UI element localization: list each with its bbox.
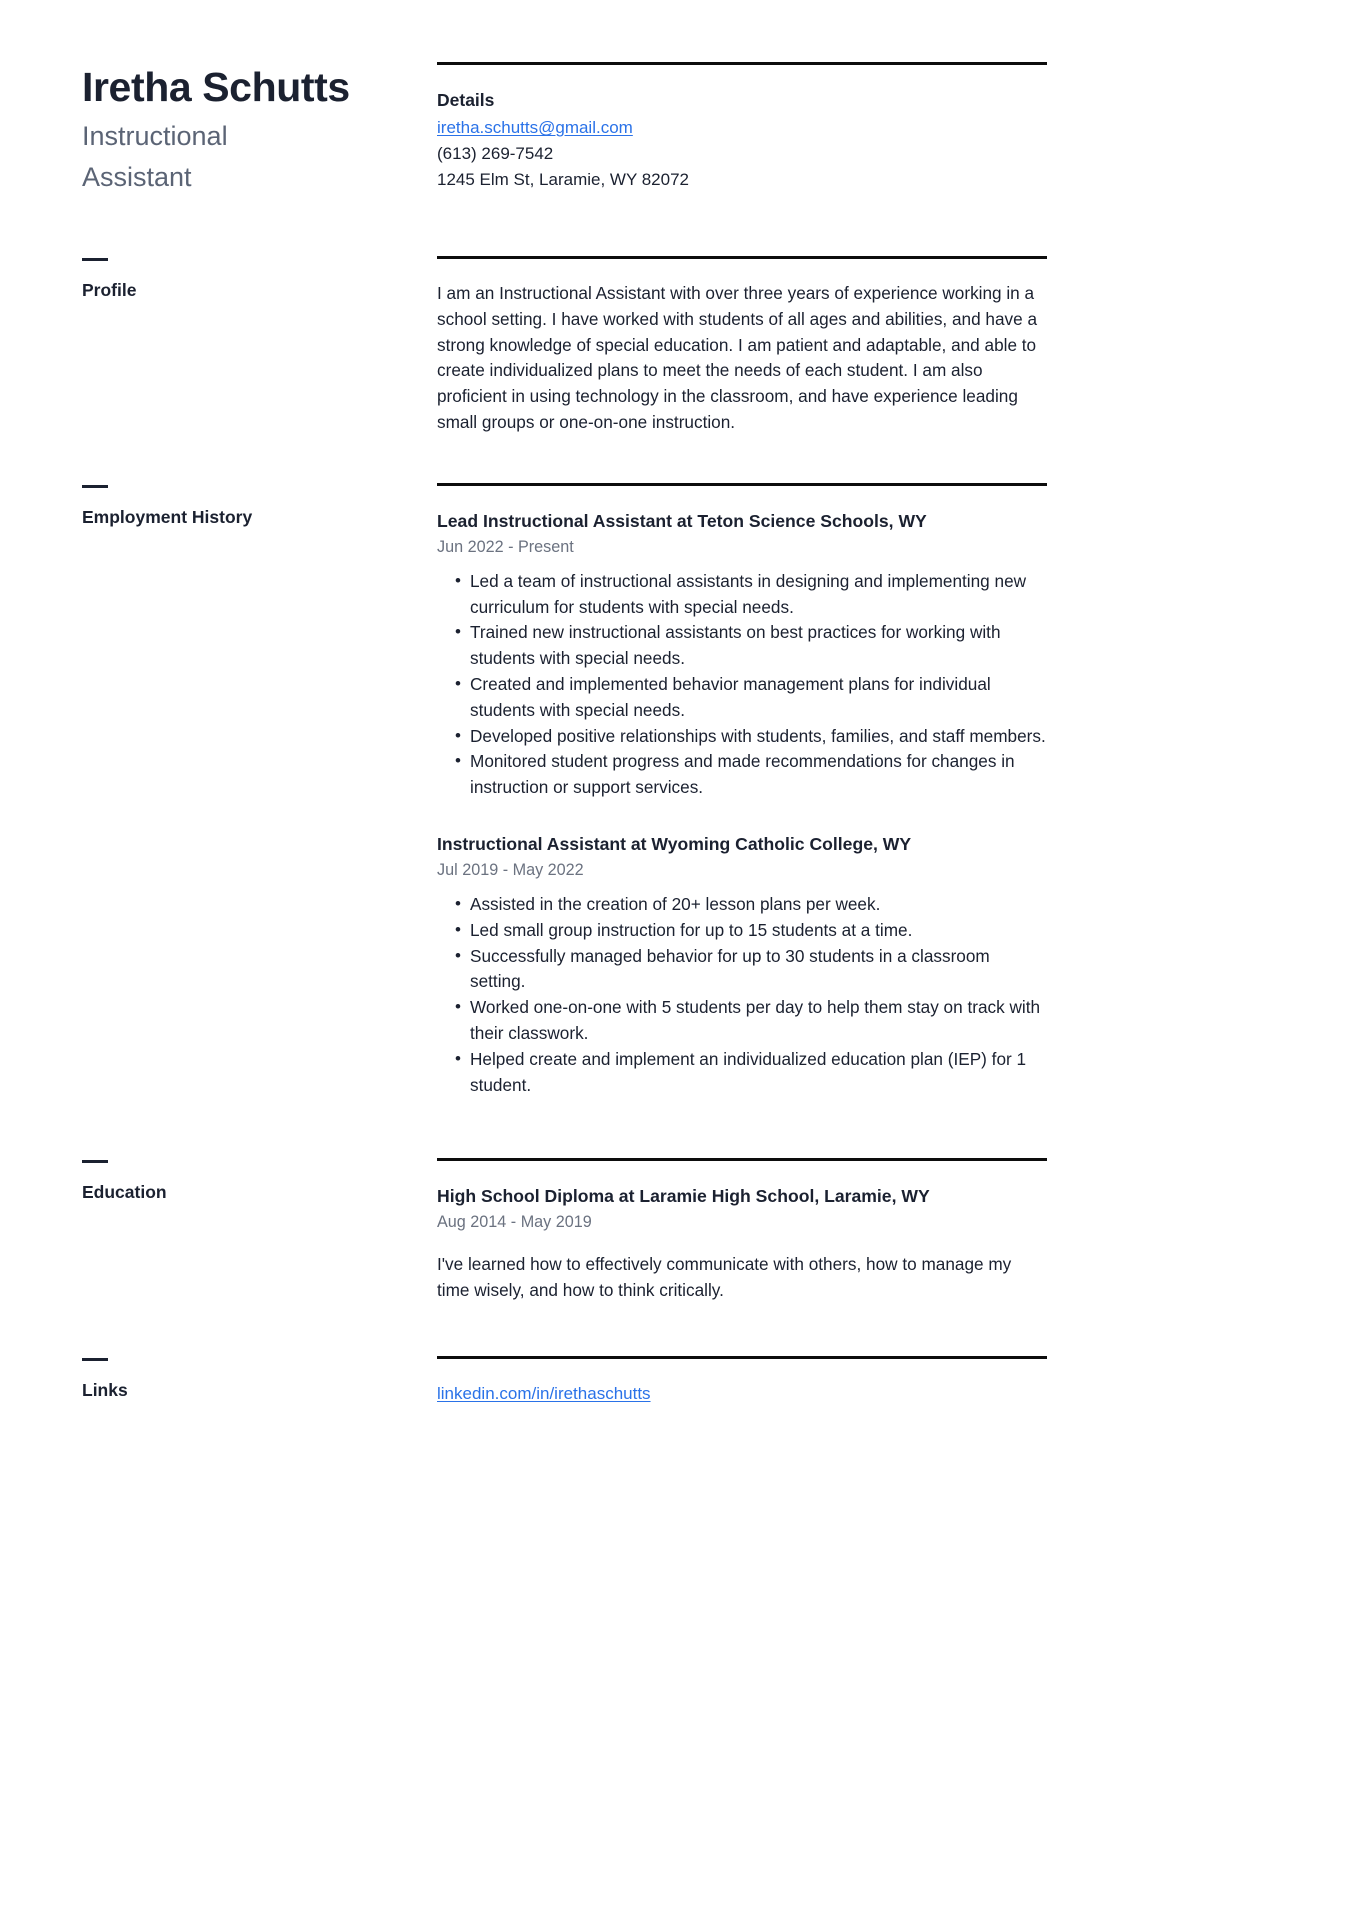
email-link[interactable]: iretha.schutts@gmail.com xyxy=(437,118,633,137)
links-list xyxy=(437,1381,1047,1407)
list-item: • Led a team of instructional assistants in designing and implementing new curriculum for students with special needs. xyxy=(437,569,1047,621)
profile-text: I am an Instructional Assistant with over three years of experience working in a school setting. I have worked with students of all ages and abilities, and have a strong knowledge of special education. I am patient and adaptable, and able to create individualized plans to meet the needs of each student. I am also proficient in using technology in the classroom, and have experience leading small groups or one-on-one instruction. xyxy=(437,283,1038,432)
details-address: 1245 Elm St, Laramie, WY 82072 xyxy=(437,170,689,189)
profile-divider xyxy=(437,256,1047,259)
details-section xyxy=(437,62,1047,193)
section-dash-icon xyxy=(82,485,108,488)
section-dash-icon xyxy=(82,258,108,261)
employment-entry-title: Lead Instructional Assistant at Teton Science Schools, WY xyxy=(437,510,927,531)
employment-entry-bullets xyxy=(437,892,1047,1098)
education-entry-description: I've learned how to effectively communicate with others, how to manage my time wisely, and how to think critically. xyxy=(437,1254,1012,1301)
list-item: • Successfully managed behavior for up to 30 students in a classroom setting. xyxy=(437,944,1047,996)
links-section xyxy=(0,1356,1366,1407)
list-item: • Developed positive relationships with students, families, and staff members. xyxy=(437,724,1047,750)
links-sidebar xyxy=(82,1356,437,1401)
list-item: • Monitored student progress and made recommendations for changes in instruction or support services. xyxy=(437,749,1047,801)
list-item: • Assisted in the creation of 20+ lesson plans per week. xyxy=(437,892,1047,918)
profile-section xyxy=(0,256,1366,436)
employment-entry-date: Jul 2019 - May 2022 xyxy=(437,860,584,879)
education-divider xyxy=(437,1158,1047,1161)
employment-sidebar xyxy=(82,483,437,528)
header-job-title: Instructional Assistant xyxy=(82,121,228,192)
employment-entry-bullets xyxy=(437,569,1047,801)
list-item: • Trained new instructional assistants on best practices for working with students with special needs. xyxy=(437,620,1047,672)
education-entry xyxy=(437,1183,1047,1304)
employment-entry xyxy=(437,831,1047,1098)
details-heading: Details xyxy=(437,90,495,110)
links-content xyxy=(437,1356,1047,1407)
employment-entry-date: Jun 2022 - Present xyxy=(437,537,574,556)
employment-entry-title: Instructional Assistant at Wyoming Catholic College, WY xyxy=(437,833,912,854)
employment-content xyxy=(437,483,1047,1099)
links-heading: Links xyxy=(82,1379,128,1400)
linkedin-link[interactable]: linkedin.com/in/irethaschutts xyxy=(437,1383,651,1403)
section-dash-icon xyxy=(82,1160,108,1163)
education-sidebar xyxy=(82,1158,437,1203)
header-identity xyxy=(82,62,437,198)
details-divider xyxy=(437,62,1047,65)
details-phone: (613) 269-7542 xyxy=(437,144,554,163)
links-divider xyxy=(437,1356,1047,1359)
profile-heading: Profile xyxy=(82,280,137,300)
section-dash-icon xyxy=(82,1358,108,1361)
profile-content xyxy=(437,256,1047,436)
page-title: Iretha Schutts xyxy=(82,64,350,110)
employment-divider xyxy=(437,483,1047,486)
list-item: • Helped create and implement an individualized education plan (IEP) for 1 student. xyxy=(437,1047,1047,1099)
education-content xyxy=(437,1158,1047,1304)
education-heading: Education xyxy=(82,1182,167,1203)
list-item: • Created and implemented behavior management plans for individual students with special needs. xyxy=(437,672,1047,724)
education-entry-date: Aug 2014 - May 2019 xyxy=(437,1213,592,1232)
education-section xyxy=(0,1158,1366,1304)
employment-section xyxy=(0,483,1366,1099)
employment-heading: Employment History xyxy=(82,506,253,527)
employment-entry xyxy=(437,508,1047,801)
education-entry-title: High School Diploma at Laramie High School, Laramie, WY xyxy=(437,1186,930,1207)
list-item: • Worked one-on-one with 5 students per day to help them stay on track with their classwork. xyxy=(437,995,1047,1047)
profile-sidebar xyxy=(82,256,437,301)
list-item: • Led small group instruction for up to 15 students at a time. xyxy=(437,918,1047,944)
header-section xyxy=(0,62,1366,198)
details-email-row xyxy=(437,115,1047,141)
